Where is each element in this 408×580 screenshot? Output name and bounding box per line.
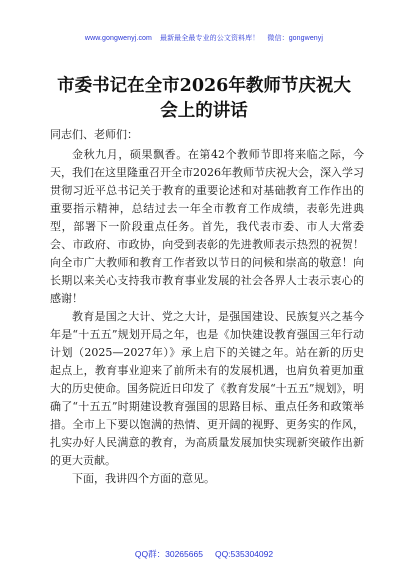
greeting: 同志们、老师们： [50, 128, 138, 141]
paragraph-2: 教育是国之大计、党之大计，是强国建设、民族复兴之基今年是“十五五”规划开局之年，也是《加快建设教育强国三年行动计划（2025—2027年）》承上启下的关键之年。站在新的历史起点上，教育事业迎来了前所未有的发展机遇，也肩负着更加重大的历史使命。国务院近日印发了《教育发展“十五五”规划》，明确了“十五五”时期建设教育强国的思路目标、重点任务和政策举措。全市上下要以饱满的热情、更开阔的视野、更务实的作风，扎实办好人民满意的教育，为高质量发展加快实现新突破作出新的更大贡献。 [50, 310, 364, 467]
footer-qq: QQ:535304092 [214, 549, 274, 559]
header-wechat: 微信：gongwenyj [267, 35, 324, 42]
site-link[interactable]: www.gongwenyj.com [84, 35, 152, 42]
document-body [50, 126, 364, 488]
paragraph-3: 下面，我讲四个方面的意见。 [72, 472, 215, 485]
document-title: 市委书记在全市2026年教师节庆祝大会上的讲话 [57, 76, 351, 121]
footer-qq-group: QQ群：30265665 [134, 549, 203, 559]
page-header [0, 33, 408, 43]
page-footer [0, 548, 408, 560]
paragraph-1: 金秋九月，硕果飘香。在第42个教师节即将来临之际，今天，我们在这里隆重召开全市2026年教师节庆祝大会，深入学习贯彻习近平总书记关于教育的重要论述和对基础教育工作作出的重要指示精神，总结过去一年全市教育工作成绩，表彰先进典型，部署下一阶段重点任务。首先，我代表市委、市人大常委会、市政府、市政协，向受到表彰的先进教师表示热烈的祝贺！向全市广大教师和教育工作者致以节日的问候和崇高的敬意！向长期以来关心支持我市教育事业发展的社会各界人士表示衷心的感谢！ [50, 148, 364, 305]
header-slogan: 最新最全最专业的公文资料库！ [159, 35, 260, 42]
